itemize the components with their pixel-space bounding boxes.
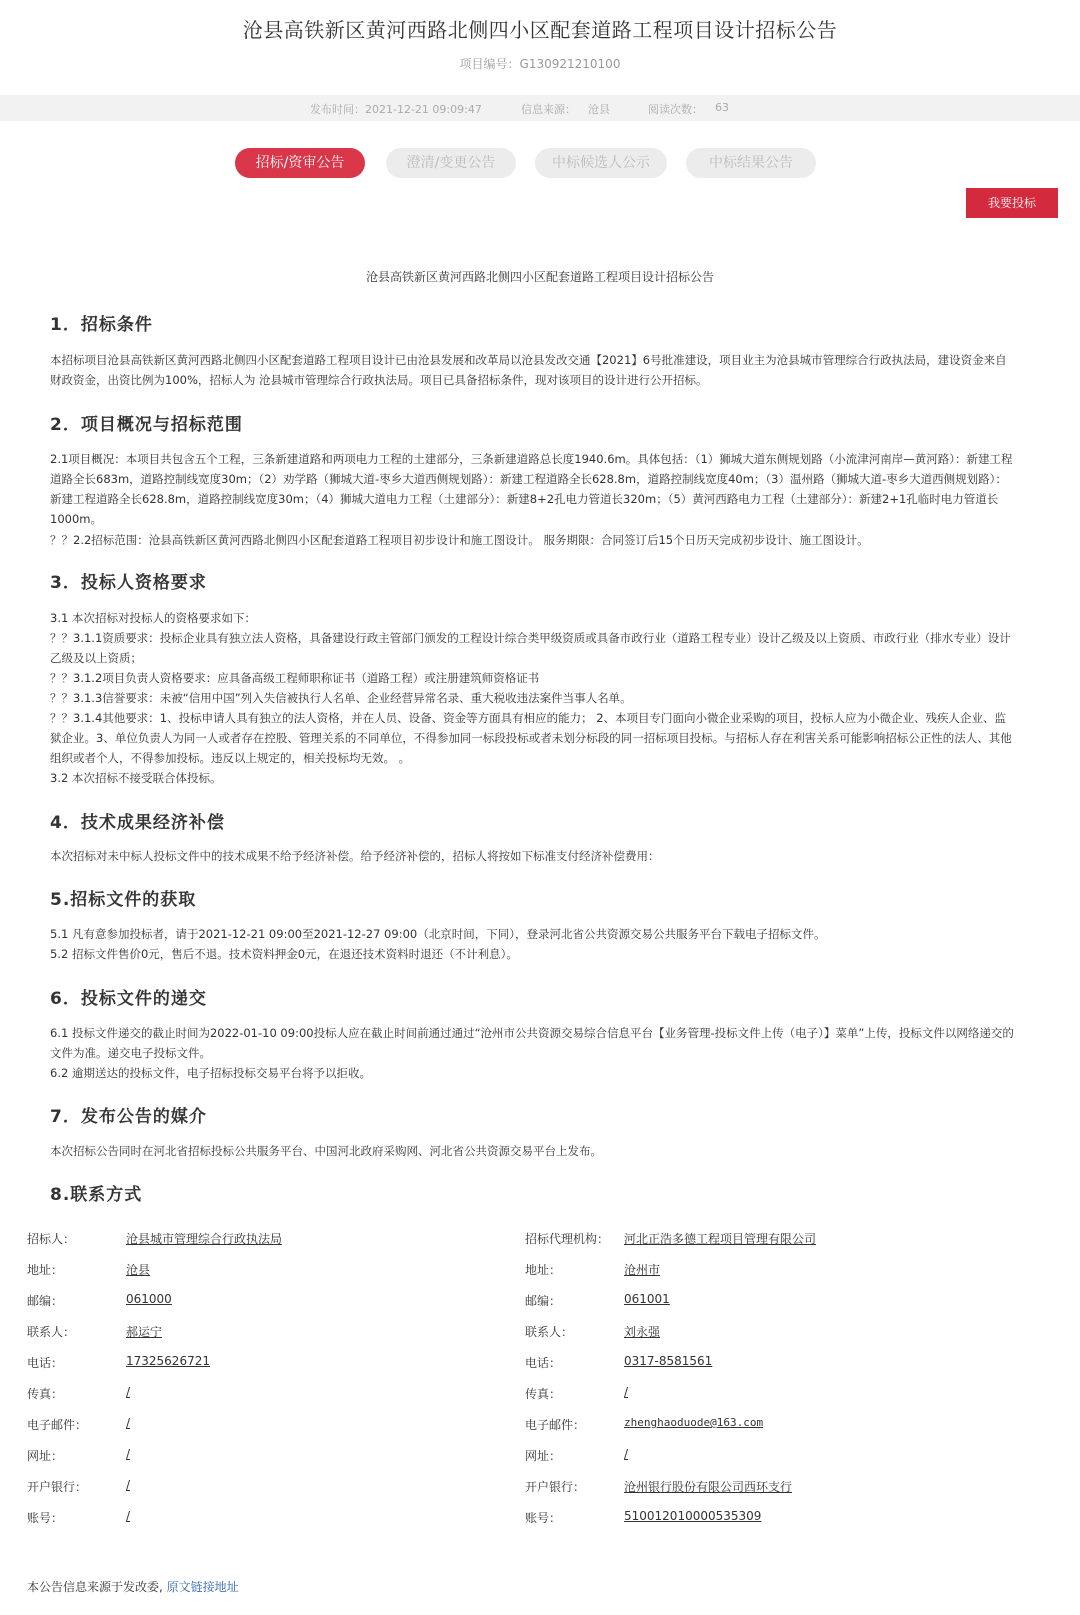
section-3-credit: ？？3.1.3信誉要求：未被“信用中国”列入失信被执行人名单、企业经营异常名录、重大税收违法案件当事人名单。 [50, 691, 632, 705]
section-4-heading: 4．技术成果经济补偿 [50, 813, 225, 833]
section-1-heading: 1．招标条件 [50, 315, 153, 335]
contact-value[interactable]: / [126, 1478, 131, 1492]
contact-value[interactable]: 沧县 [126, 1263, 151, 1277]
section-5-p2: 5.2 招标文件售价0元，售后不退。技术资料押金0元，在退还技术资料时退还（不计利息）。 [50, 947, 518, 961]
contact-value[interactable]: 510012010000535309 [624, 1509, 762, 1523]
section-8-heading: 8.联系方式 [50, 1185, 143, 1205]
views-value: 63 [715, 101, 729, 114]
section-4-text: 本次招标对未中标人投标文件中的技术成果不给予经济补偿。给予经济补偿的，招标人将按如下标准支付经济补偿费用： [50, 849, 660, 863]
meta-bar [0, 95, 1080, 121]
publish-time: 发布时间：2021-12-21 09:09:47 [310, 103, 482, 116]
contact-label: 地址： [525, 1263, 562, 1277]
section-2-overview: 2.1项目概况：本项目共包含五个工程，三条新建道路和两项电力工程的土建部分，三条新建道路总长度1940.6m。具体包括：（1）狮城大道东侧规划路（小流津河南岸—黄河路）：新建工程道路全长683m，道路控制线宽度30m；（2）劝学路（狮城大道-枣乡大道西侧规划路）：新建工程道路全长628.8m，道路控制线宽度40m；（3）温州路（狮城大道-枣乡大道西侧规划路）：新建工程道路全长628.8m，道路控制线宽度30m；（4）狮城大道电力工程（土建部分）：新建8+2孔电力管道长320m；（5）黄河西路电力工程（土建部分）：新建2+1孔临时电力管道长1000m。 [50, 452, 1013, 526]
section-3-other: ？？3.1.4其他要求：1、投标申请人具有独立的法人资格，并在人员、设备、资金等方面具有相应的能力； 2、本项目专门面向小微企业采购的项目，投标人应为小微企业、残疾人企业、监狱企业。3、单位负责人为同一人或者存在控股、管理关系的不同单位，不得参加同一标段投标或者未划分标段的同一招标项目投标。与招标人存在利害关系可能影响招标公正性的法人、其他组织或者个人，不得参加投标。违反以上规定的，相关投标均无效。 。 [50, 711, 1012, 765]
contact-label: 联系人： [27, 1325, 76, 1339]
section-3-manager: ？？3.1.2项目负责人资格要求：应具备高级工程师职称证书（道路工程）或注册建筑师资格证书 [50, 671, 540, 685]
footer [27, 1578, 239, 1595]
contact-label: 邮编： [525, 1294, 562, 1308]
section-7-heading: 7．发布公告的媒介 [50, 1107, 207, 1127]
section-2-scope: ？？2.2招标范围：沧县高铁新区黄河西路北侧四小区配套道路工程项目初步设计和施工图设计。 服务期限：合同签订后15个日历天完成初步设计、施工图设计。 [50, 533, 869, 547]
bid-button[interactable]: 我要投标 [966, 188, 1058, 218]
section-6-p1: 6.1 投标文件递交的截止时间为2022-01-10 09:00投标人应在截止时间前通过通过“沧州市公共资源交易综合信息平台【业务管理-投标文件上传（电子）】菜单”上传，投标文件以网络递交的文件为准。递交电子投标文件。 [50, 1026, 1014, 1060]
contact-label: 电话： [525, 1356, 562, 1370]
contact-label: 账号： [525, 1511, 562, 1525]
contact-label: 联系人： [525, 1325, 574, 1339]
section-2-heading: 2．项目概况与招标范围 [50, 415, 243, 435]
contact-value[interactable]: 061000 [126, 1292, 172, 1306]
section-5-heading: 5.招标文件的获取 [50, 890, 197, 910]
section-6-p2: 6.2 逾期送达的投标文件，电子招标投标交易平台将予以拒收。 [50, 1066, 371, 1080]
contact-value[interactable]: 沧州银行股份有限公司西环支行 [624, 1480, 793, 1494]
contact-value[interactable]: 0317-8581561 [624, 1354, 713, 1368]
contact-value[interactable]: / [126, 1447, 131, 1461]
original-link[interactable]: 原文链接地址 [166, 1580, 239, 1594]
contact-label: 邮编： [27, 1294, 64, 1308]
tab-candidate-notice[interactable]: 中标候选人公示 [535, 148, 667, 178]
contact-label: 传真： [525, 1387, 562, 1401]
section-3-qualification: ？？3.1.1资质要求：投标企业具有独立法人资格，具备建设行政主管部门颁发的工程设计综合类甲级资质或具备市政行业（道路工程专业）设计乙级及以上资质、市政行业（排水专业）设计乙级及以上资质； [50, 631, 1011, 665]
footer-text: 本公告信息来源于发改委, [27, 1580, 163, 1594]
contact-value[interactable]: 061001 [624, 1292, 670, 1306]
contact-value[interactable]: / [126, 1416, 131, 1430]
section-5-p1: 5.1 凡有意参加投标者，请于2021-12-21 09:00至2021-12-27 09:00（北京时间，下同），登录河北省公共资源交易公共服务平台下载电子招标文件。 [50, 927, 826, 941]
section-1-text: 本招标项目沧县高铁新区黄河西路北侧四小区配套道路工程项目设计已由沧县发展和改革局以沧县发改交通【2021】6号批准建设，项目业主为沧县城市管理综合行政执法局，建设资金来自财政资金，出资比例为100%，招标人为 沧县城市管理综合行政执法局。项目已具备招标条件，现对该项目的设计进行公开招标。 [50, 353, 1007, 387]
contact-value[interactable]: 河北正浩多德工程项目管理有限公司 [624, 1232, 817, 1246]
contact-label: 传真： [27, 1387, 64, 1401]
section-3-heading: 3．投标人资格要求 [50, 573, 207, 593]
tab-result-notice[interactable]: 中标结果公告 [686, 148, 816, 178]
contact-value[interactable]: 17325626721 [126, 1354, 210, 1368]
section-3-consortium: 3.2 本次招标不接受联合体投标。 [50, 771, 222, 785]
contact-label: 账号： [27, 1511, 64, 1525]
contact-label: 网址： [27, 1449, 64, 1463]
contact-label: 地址： [27, 1263, 64, 1277]
contact-label: 招标人： [27, 1232, 76, 1246]
project-number: 项目编号：G130921210100 [459, 57, 621, 71]
contact-label: 网址： [525, 1449, 562, 1463]
contact-value[interactable]: zhenghaoduode@163.com [624, 1416, 764, 1429]
document-title: 沧县高铁新区黄河西路北侧四小区配套道路工程项目设计招标公告 [365, 270, 714, 284]
page-title: 沧县高铁新区黄河西路北侧四小区配套道路工程项目设计招标公告 [242, 18, 838, 42]
contact-label: 电话： [27, 1356, 64, 1370]
section-7-text: 本次招标公告同时在河北省招标投标公共服务平台、中国河北政府采购网、河北省公共资源交易平台上发布。 [50, 1144, 602, 1158]
contact-value[interactable]: 刘永强 [624, 1325, 661, 1339]
views-label: 阅读次数： [648, 103, 703, 116]
contact-value[interactable]: 沧州市 [624, 1263, 661, 1277]
contact-label: 招标代理机构： [525, 1232, 610, 1246]
contact-label: 电子邮件： [27, 1418, 88, 1432]
section-6-heading: 6．投标文件的递交 [50, 989, 207, 1009]
tab-bidding-notice[interactable]: 招标/资审公告 [235, 148, 365, 178]
source-label: 信息来源： [521, 103, 576, 116]
contact-label: 开户银行： [27, 1480, 88, 1494]
contact-value[interactable]: / [126, 1385, 131, 1399]
contact-value[interactable]: 沧县城市管理综合行政执法局 [126, 1232, 283, 1246]
contact-value[interactable]: / [624, 1385, 629, 1399]
tab-clarification-notice[interactable]: 澄清/变更公告 [386, 148, 516, 178]
source-value: 沧县 [588, 103, 610, 116]
contact-label: 电子邮件： [525, 1418, 586, 1432]
contact-value[interactable]: / [624, 1447, 629, 1461]
contact-value[interactable]: / [126, 1509, 131, 1523]
contact-label: 开户银行： [525, 1480, 586, 1494]
section-3-intro: 3.1 本次招标对投标人的资格要求如下： [50, 611, 256, 625]
contact-value[interactable]: 郝运宁 [126, 1325, 163, 1339]
